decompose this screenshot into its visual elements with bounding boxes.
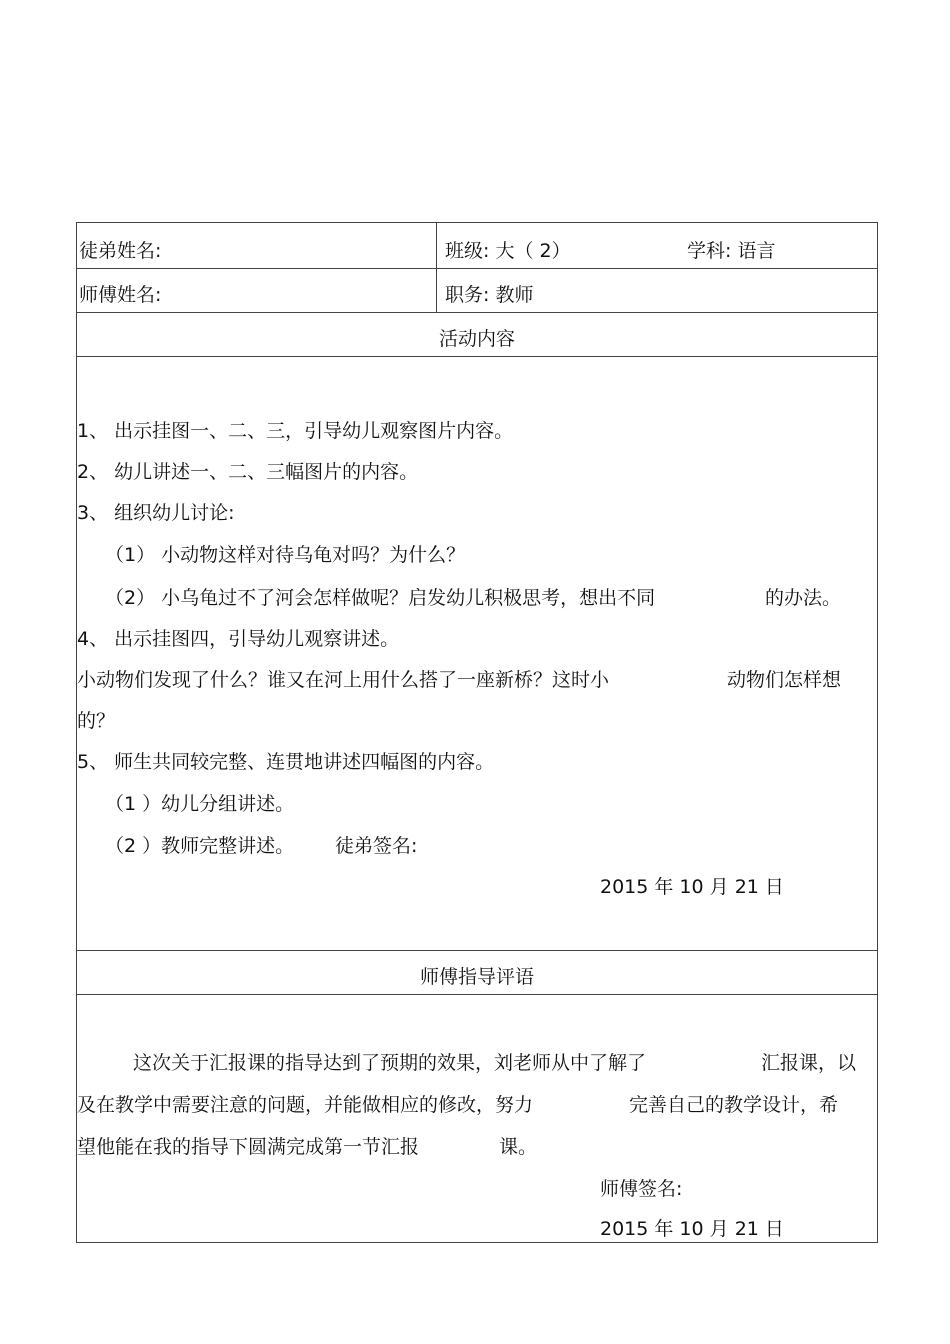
activity-step-2: 2、 幼儿讲述一、二、三幅图片的内容。 bbox=[77, 461, 419, 483]
apprentice-record-form bbox=[76, 222, 878, 1243]
comment-line-1: 这次关于汇报课的指导达到了预期的效果，刘老师从中了解了 bbox=[133, 1052, 647, 1074]
comment-title: 师傅指导评语 bbox=[419, 966, 534, 988]
position-cell bbox=[437, 269, 877, 312]
apprentice-signature-label: 徒弟签名: bbox=[335, 835, 418, 857]
activity-step-4: 4、 出示挂图四，引导幼儿观察讲述。 bbox=[77, 628, 400, 650]
comment-line-1-end: 汇报课，以 bbox=[761, 1052, 857, 1074]
activity-step-4-text-end: 的？ bbox=[77, 710, 116, 732]
comment-title-row bbox=[77, 951, 877, 995]
activity-title-row bbox=[77, 313, 877, 357]
activity-step-5-sub2: （2 ）教师完整讲述。 bbox=[105, 835, 295, 857]
activity-step-3-q2: （2） 小乌龟过不了河会怎样做呢？启发幼儿积极思考，想出不同 bbox=[105, 587, 656, 609]
comment-line-2-end: 完善自己的教学设计，希 bbox=[629, 1094, 839, 1116]
header-row-1 bbox=[77, 223, 877, 269]
mentor-name-cell bbox=[77, 269, 437, 312]
activity-step-3-q1: （1） 小动物这样对待乌龟对吗？为什么？ bbox=[105, 544, 466, 566]
activity-step-1: 1、 出示挂图一、二、三，引导幼儿观察图片内容。 bbox=[77, 420, 514, 442]
activity-step-3-q2-end: 的办法。 bbox=[765, 587, 842, 609]
activity-title: 活动内容 bbox=[438, 328, 515, 350]
activity-step-3: 3、 组织幼儿讨论: bbox=[77, 502, 235, 524]
activity-step-4-text: 小动物们发现了什么？谁又在河上用什么搭了一座新桥？这时小 bbox=[77, 669, 610, 691]
comment-line-3-end: 课。 bbox=[499, 1136, 538, 1158]
activity-step-5: 5、 师生共同较完整、连贯地讲述四幅图的内容。 bbox=[77, 751, 495, 773]
comment-content-row bbox=[77, 995, 877, 1242]
class-label: 班级: 大（ 2） bbox=[445, 240, 571, 262]
activity-content-row bbox=[77, 357, 877, 951]
mentor-signature-label: 师傅签名: bbox=[600, 1178, 683, 1200]
comment-date: 2015 年 10 月 21 日 bbox=[600, 1218, 784, 1240]
activity-step-5-sub1: （1 ）幼儿分组讲述。 bbox=[105, 793, 295, 815]
activity-date: 2015 年 10 月 21 日 bbox=[600, 876, 784, 898]
comment-line-3: 望他能在我的指导下圆满完成第一节汇报 bbox=[77, 1136, 420, 1158]
mentor-name-label: 师傅姓名: bbox=[79, 284, 162, 306]
comment-line-2: 及在教学中需要注意的问题，并能做相应的修改，努力 bbox=[77, 1094, 534, 1116]
class-subject-cell bbox=[437, 223, 877, 268]
header-row-2 bbox=[77, 269, 877, 313]
activity-step-4-text-cont: 动物们怎样想 bbox=[727, 669, 842, 691]
subject-label: 学科: 语言 bbox=[687, 240, 776, 262]
position-label: 职务: 教师 bbox=[445, 284, 534, 306]
apprentice-name-cell bbox=[77, 223, 437, 268]
apprentice-name-label: 徒弟姓名: bbox=[79, 240, 162, 262]
